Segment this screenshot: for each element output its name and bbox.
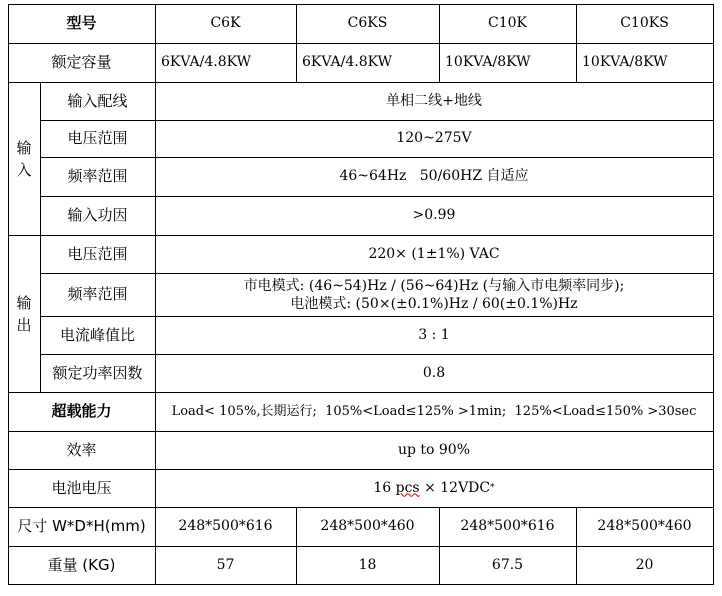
battery-voltage-value [155,469,713,507]
grid-line [713,4,714,585]
crest-factor-value: 3 : 1 [418,326,450,343]
grid-line [8,584,714,585]
battery-note-mark: * [490,482,495,493]
input-group-char: 输 [16,138,32,157]
rated-capacity-value: 6KVA/4.8KW [302,54,392,70]
efficiency-value: up to 90% [397,441,471,458]
output-frequency-label: 频率范围 [67,285,128,303]
model-c6ks: C6KS [347,15,388,31]
weight-value: 20 [635,556,654,573]
model-header-label: 型号 [66,14,97,32]
efficiency-label: 效率 [66,440,97,459]
output-voltage-label: 电压范围 [67,244,128,263]
dimensions-value: 248*500*460 [320,518,415,534]
output-group-char: 输 [16,293,32,312]
model-c6k: C6K [210,15,241,31]
battery-voltage-label: 电池电压 [51,478,112,497]
model-c10k: C10K [488,15,527,31]
crest-factor-label: 电流峰值比 [59,325,135,344]
rated-capacity-value: 6KVA/4.8KW [161,54,251,70]
battery-voltage-spec: × 12VDC [419,479,491,496]
input-power-factor-label: 输入功因 [67,206,128,224]
output-power-factor-value: 0.8 [422,364,446,381]
output-frequency-line: 电池模式: (50×(±0.1%)Hz / 60(±0.1%)Hz [290,295,578,312]
overload-value: Load< 105%,长期运行; 105%<Load≤125% >1min; 125%<Load≤150% >30sec [171,404,697,419]
dimensions-label: 尺寸 W*D*H(mm) [17,517,146,535]
weight-value: 57 [216,556,235,573]
output-group-label [8,235,40,392]
input-voltage-label: 电压范围 [67,129,128,147]
input-group-label [8,82,40,235]
input-frequency-label: 频率范围 [67,167,128,185]
output-frequency-value [155,273,713,316]
input-wiring-value: 单相二线+地线 [386,92,482,109]
input-voltage-value: 120~275V [396,130,472,146]
weight-value: 67.5 [491,556,524,573]
output-group-char: 出 [16,315,32,334]
battery-unit: pcs [395,479,420,496]
weight-label: 重量 (KG) [47,555,116,574]
input-frequency-value: 46~64Hz 50/60HZ 自适应 [339,168,529,184]
input-group-char: 入 [16,160,32,179]
output-voltage-value: 220× (1±1%) VAC [368,245,500,262]
input-wiring-label: 输入配线 [67,91,128,110]
dimensions-value: 248*500*616 [178,518,273,534]
output-power-factor-label: 额定功率因数 [52,363,143,382]
battery-count: 16 [373,479,396,496]
output-frequency-line: 市电模式: (46~54)Hz / (56~64)Hz (与输入市电频率同步); [243,277,625,294]
model-c10ks: C10KS [620,15,669,31]
weight-value: 18 [358,556,377,573]
dimensions-value: 248*500*616 [460,518,555,534]
input-power-factor-value: >0.99 [412,207,456,223]
rated-capacity-label: 额定容量 [51,53,112,71]
rated-capacity-value: 10KVA/8KW [582,54,668,70]
rated-capacity-value: 10KVA/8KW [445,54,531,70]
overload-label: 超载能力 [51,402,112,420]
dimensions-value: 248*500*460 [597,518,692,534]
